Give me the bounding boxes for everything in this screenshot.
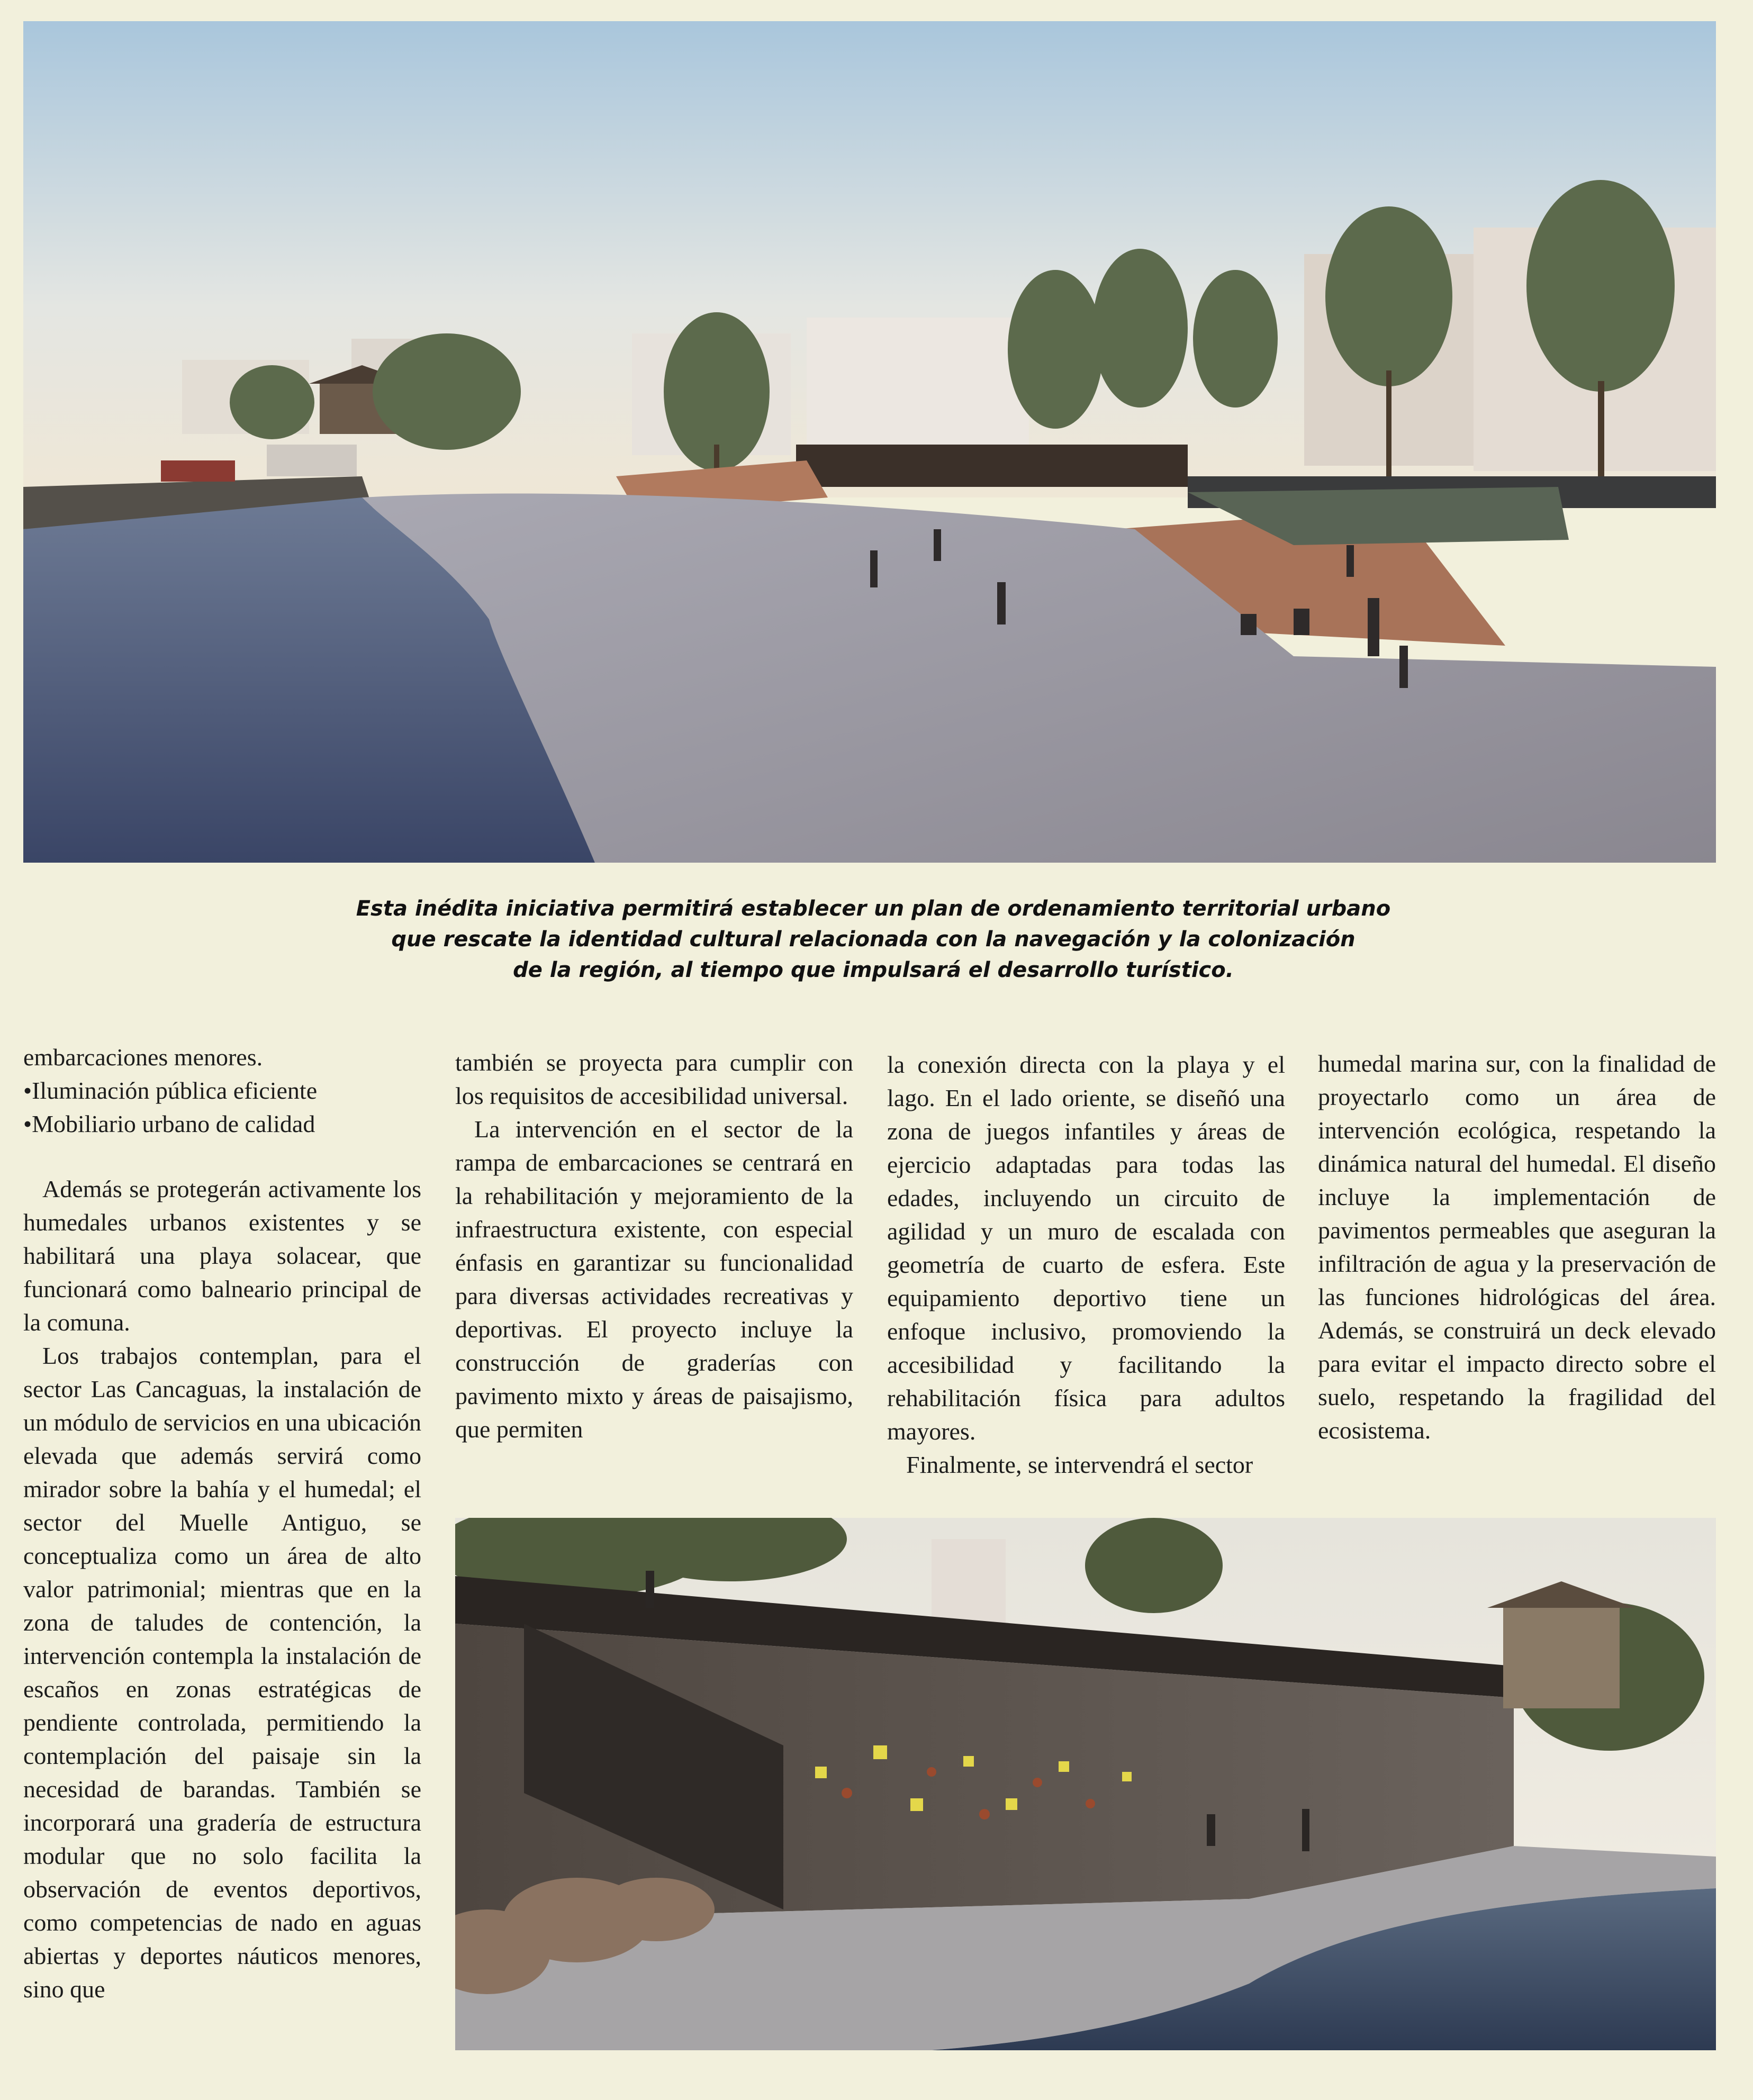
paragraph: humedal marina sur, con la finalidad de proyectarlo como un área de intervención ecológica, respetando la dinámica natural del humedal. El diseño incluye la implementación de pavimentos permeables que aseguran la infiltración de agua y la preservación de las funciones hidrológicas del área. Además, se construirá un deck elevado para evitar el impacto directo sobre el suelo, respetando la fragilidad del ecosistema.	[1318, 1050, 1716, 1444]
caption-line: Esta inédita iniciativa permitirá establecer un plan de ordenamiento territorial urbano	[356, 897, 1391, 921]
article-column-1	[23, 1040, 421, 2006]
caption-line: que rescate la identidad cultural relacionada con la navegación y la colonización	[391, 927, 1356, 952]
climbing-wall-render	[455, 1518, 1716, 2050]
paragraph: Además se protegerán activamente los humedales urbanos existentes y se habilitará una playa solacear, que funcionará como balneario principal de la comuna.	[23, 1175, 421, 1336]
paragraph: Los trabajos contemplan, para el sector Las Cancaguas, la instalación de un módulo de servicios en una ubicación elevada que además servirá como mirador sobre la bahía y el humedal; el sector del Muelle Antiguo, se conceptualiza como un área de alto valor patrimonial; mientras que en la zona de taludes de contención, la intervención contempla la instalación de escaños en zonas estratégicas de pendiente controlada, permitiendo la contemplación del paisaje sin la necesidad de barandas. También se incorporará una gradería de estructura modular que no solo facilita la observación de eventos deportivos, como competencias de nado en aguas abiertas y deportes náuticos menores, sino que	[23, 1342, 421, 2003]
paragraph: La intervención en el sector de la rampa de embarcaciones se centrará en la rehabilitación y mejoramiento de la infraestructura existente, con especial énfasis en garantizar su funcionalidad para diversas actividades recreativas y deportivas. El proyecto incluye la construcción de graderías con pavimento mixto y áreas de paisajismo, que permiten	[455, 1116, 853, 1443]
article-column-4	[1318, 1047, 1716, 1447]
paragraph: embarcaciones menores.	[23, 1044, 263, 1071]
bullet-item: • Iluminación pública eficiente	[23, 1074, 421, 1107]
image-caption	[222, 893, 1524, 985]
paragraph: también se proyecta para cumplir con los requisitos de accesibilidad universal.	[455, 1049, 853, 1109]
paragraph: Finalmente, se intervendrá el sector	[906, 1451, 1253, 1478]
article-column-3	[887, 1048, 1285, 1481]
bullet-item: • Mobiliario urbano de calidad	[23, 1107, 421, 1140]
waterfront-beach-render	[23, 21, 1716, 863]
paragraph: la conexión directa con la playa y el lago. En el lado oriente, se diseñó una zona de juegos infantiles y áreas de ejercicio adaptadas para todas las edades, incluyendo un circuito de agilidad y un muro de escalada con geometría de cuarto de esfera. Este equipamiento deportivo tiene un enfoque inclusivo, promoviendo la accesibilidad y facilitando la rehabilitación física para adultos mayores.	[887, 1051, 1285, 1445]
caption-line: de la región, al tiempo que impulsará el desarrollo turístico.	[513, 958, 1234, 982]
article-column-2	[455, 1046, 853, 1446]
